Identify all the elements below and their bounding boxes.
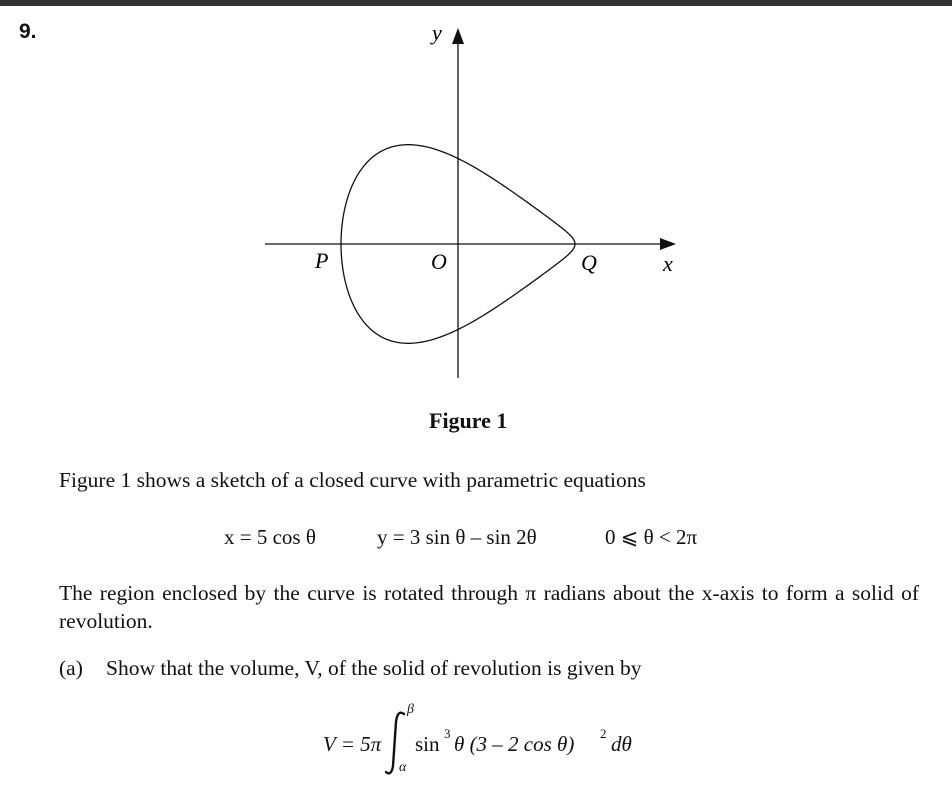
part-a-label: (a): [59, 656, 83, 680]
theta-range: 0 ⩽ θ < 2π: [605, 525, 698, 549]
y-axis-arrow-icon: [452, 28, 464, 44]
power-3: 3: [444, 726, 451, 741]
x-axis-arrow-icon: [660, 238, 676, 250]
volume-integral: [323, 700, 643, 780]
figure-caption: Figure 1: [429, 408, 508, 433]
integrand-mid: θ (3 – 2 cos θ): [454, 732, 575, 756]
point-p-label: P: [315, 248, 329, 273]
x-axis-label: x: [663, 251, 673, 276]
x-equation: x = 5 cos θ: [224, 525, 316, 549]
power-2: 2: [600, 726, 607, 741]
part-a-text: Show that the volume, V, of the solid of revolution is given by: [106, 656, 642, 680]
upper-limit: β: [407, 702, 414, 717]
origin-label: O: [431, 249, 447, 274]
integral-lhs: V = 5π: [323, 732, 382, 756]
y-equation: y = 3 sin θ – sin 2θ: [377, 525, 537, 549]
lower-limit: α: [399, 760, 407, 775]
y-axis-label: y: [432, 20, 442, 45]
differential: dθ: [611, 732, 632, 756]
region-text: The region enclosed by the curve is rotated through π radians about the x-axis to form a solid of revolution.: [59, 581, 919, 633]
point-q-label: Q: [581, 250, 597, 275]
integrand-sin: sin: [415, 732, 440, 756]
question-number: 9.: [19, 20, 37, 43]
intro-text: Figure 1 shows a sketch of a closed curve with parametric equations: [59, 468, 646, 492]
part-a: [59, 654, 641, 682]
